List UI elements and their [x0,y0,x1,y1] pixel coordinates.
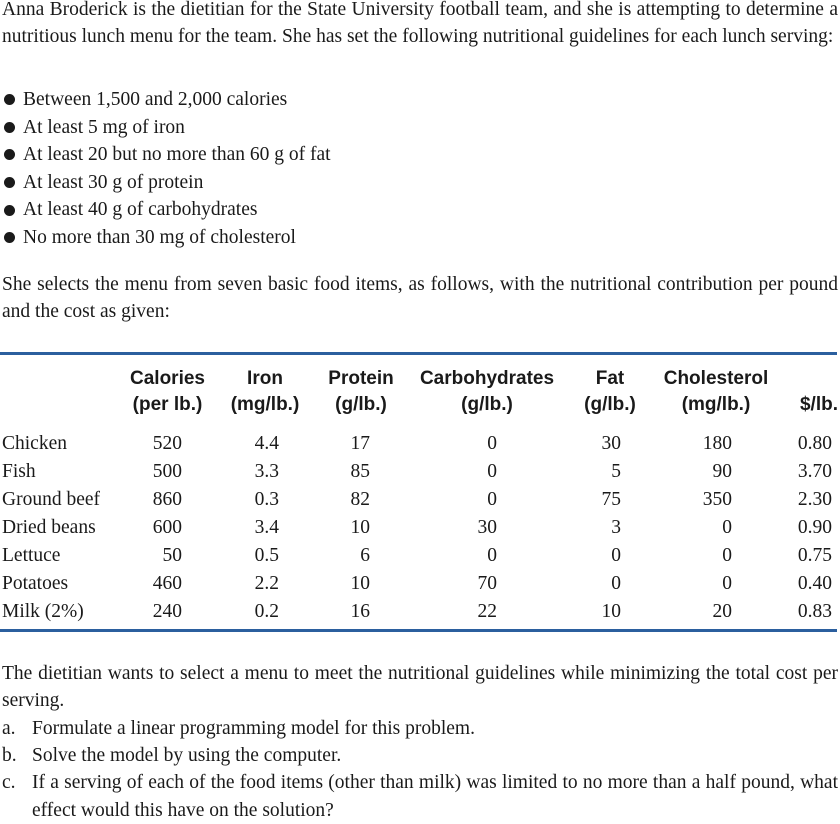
carbohydrates-value: 0 [487,545,497,566]
table-row [0,486,840,514]
item-name: Potatoes [2,573,69,594]
guideline-text: At least 40 g of carbohydrates [23,199,258,221]
protein-value: 10 [350,573,370,594]
guideline-text: At least 5 mg of iron [23,116,185,138]
cholesterol-value: 20 [712,601,732,622]
cholesterol-value: 0 [722,517,732,538]
carbohydrates-value: 0 [487,461,497,482]
carbohydrates-value: 22 [477,601,497,622]
iron-value: 0.5 [254,545,279,566]
questions-list [2,715,838,824]
item-name: Chicken [2,433,67,454]
fat-value: 30 [601,433,621,454]
bullet-icon [4,94,15,105]
question-text: Solve the model by using the computer. [32,745,342,767]
iron-value: 0.3 [254,489,279,510]
iron-value: 4.4 [254,433,279,454]
guideline-text: No more than 30 mg of cholesterol [23,226,296,248]
selection-paragraph: She selects the menu from seven basic food items, as follows, with the nutritional contribution per pound and the cost as given: [2,274,838,322]
iron-value: 2.2 [254,573,279,594]
cost-value: 0.75 [797,545,832,566]
closing-paragraph: The dietitian wants to select a menu to meet the nutritional guidelines while minimizing the total cost per serving. [2,663,838,711]
list-item [2,196,331,224]
table-row [0,598,840,626]
calories-value: 520 [152,433,182,454]
calories-value: 460 [152,573,182,594]
fat-value: 0 [611,545,621,566]
iron-value: 3.3 [254,461,279,482]
question-label: b. [2,745,17,767]
table-row [0,542,840,570]
fat-value: 0 [611,573,621,594]
bullet-icon [4,149,15,160]
list-item [2,224,331,252]
calories-value: 50 [162,545,182,566]
guideline-text: Between 1,500 and 2,000 calories [23,89,288,110]
iron-value: 3.4 [254,517,279,538]
table-bottom-rule [0,629,837,632]
protein-value: 82 [350,489,370,510]
table-top-rule [0,352,837,355]
list-item [2,769,838,823]
protein-value: 17 [350,433,370,454]
carbohydrates-value: 0 [487,433,497,454]
column-header-cost: $/lb. [799,394,838,415]
carbohydrates-value: 30 [477,517,497,538]
question-label: a. [2,718,16,739]
column-header-fat: Fat (g/lb.) [584,368,636,415]
protein-value: 6 [360,545,370,566]
bullet-icon [4,177,15,188]
carbohydrates-value: 0 [487,489,497,510]
cholesterol-value: 0 [722,545,732,566]
list-item [2,169,331,197]
item-name: Fish [2,461,36,482]
list-item [2,86,331,114]
list-item [2,141,331,169]
column-header-protein: Protein (g/lb.) [328,368,394,415]
cost-value: 0.40 [797,573,832,594]
protein-value: 85 [350,461,370,482]
item-name: Ground beef [2,489,101,510]
cost-value: 2.30 [797,489,832,510]
carbohydrates-value: 70 [477,573,497,594]
question-label: c. [2,772,16,794]
protein-value: 10 [350,517,370,538]
iron-value: 0.2 [254,601,279,622]
cholesterol-value: 180 [702,433,732,454]
column-header-calories: Calories (per lb.) [130,368,205,415]
cholesterol-value: 350 [702,489,732,510]
bullet-icon [4,232,15,243]
column-header-cholesterol: Cholesterol (mg/lb.) [663,368,769,415]
table-row [0,514,840,542]
calories-value: 500 [152,461,182,482]
calories-value: 860 [152,489,182,510]
cost-value: 0.83 [797,601,832,622]
bullet-icon [4,205,15,216]
cholesterol-value: 90 [712,461,732,482]
item-name: Lettuce [2,545,61,566]
fat-value: 75 [601,489,621,510]
guideline-text: At least 30 g of protein [23,171,204,193]
column-header-iron: Iron (mg/lb.) [230,368,300,415]
cost-value: 0.90 [797,517,832,538]
question-text: Formulate a linear programming model for this problem. [32,718,475,739]
table-row [0,458,840,486]
bullet-icon [4,122,15,133]
guidelines-list [2,86,331,252]
column-header-carbohydrates: Carbohydrates (g/lb.) [419,368,555,415]
cost-value: 0.80 [797,433,832,454]
cost-value: 3.70 [797,461,832,482]
protein-value: 16 [350,601,370,622]
intro-paragraph: Anna Broderick is the dietitian for the State University football team, and she is attempting to determine a nutritious lunch menu for the team. She has set the following nutritional guidelines for each lunch serving: [2,0,838,47]
fat-value: 10 [601,601,621,622]
question-text: If a serving of each of the food items (other than milk) was limited to no more than a half pound, what effect would this have on the solution? [32,772,838,821]
calories-value: 240 [152,601,182,622]
list-item [2,114,331,142]
guideline-text: At least 20 but no more than 60 g of fat [23,144,331,166]
item-name: Milk (2%) [2,601,84,622]
fat-value: 5 [611,461,621,482]
calories-value: 600 [152,517,182,538]
fat-value: 3 [611,517,621,538]
item-name: Dried beans [2,517,96,538]
cholesterol-value: 0 [722,573,732,594]
list-item [2,715,838,742]
table-row [0,430,840,458]
table-row [0,570,840,598]
list-item [2,742,838,769]
